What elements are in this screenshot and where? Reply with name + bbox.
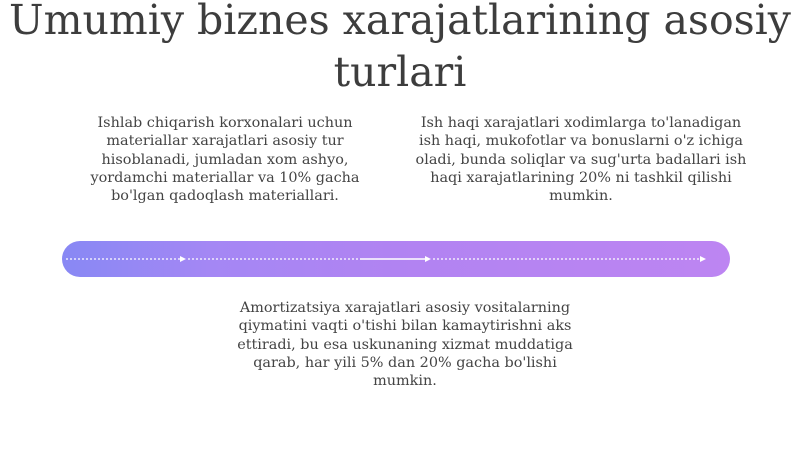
materials-cost-description: Ishlab chiqarish korxonalari uchun materiallar xarajatlari asosiy tur hisoblanadi, jumladan xom ashyo, yordamchi materiallar va 10% gacha bo'lgan qadoqlash materiallari. bbox=[90, 115, 360, 205]
timeline-bar bbox=[62, 241, 730, 277]
amortization-cost-description: Amortizatsiya xarajatlari asosiy vositalarning qiymatini vaqti o'tishi bilan kamaytirishni aks ettiradi, bu esa uskunaning xizmat muddatiga qarab, har yili 5% dan 20% gacha bo'lishi mumkin. bbox=[237, 300, 573, 390]
page-title-text: Umumiy biznes xarajatlarining asosiy turlari bbox=[9, 0, 791, 96]
timeline-arrow-2-icon bbox=[425, 256, 431, 262]
timeline-arrow-3-icon bbox=[700, 256, 706, 262]
timeline-arrows bbox=[62, 241, 730, 277]
timeline-arrow-1-icon bbox=[180, 256, 186, 262]
page-title bbox=[0, 0, 800, 98]
salary-cost-description: Ish haqi xarajatlari xodimlarga to'lanadigan ish haqi, mukofotlar va bonuslarni o'z ichiga oladi, bunda soliqlar va sug'urta badallari ish haqi xarajatlarining 20% ni tashkil qilishi mumkin. bbox=[415, 115, 747, 205]
